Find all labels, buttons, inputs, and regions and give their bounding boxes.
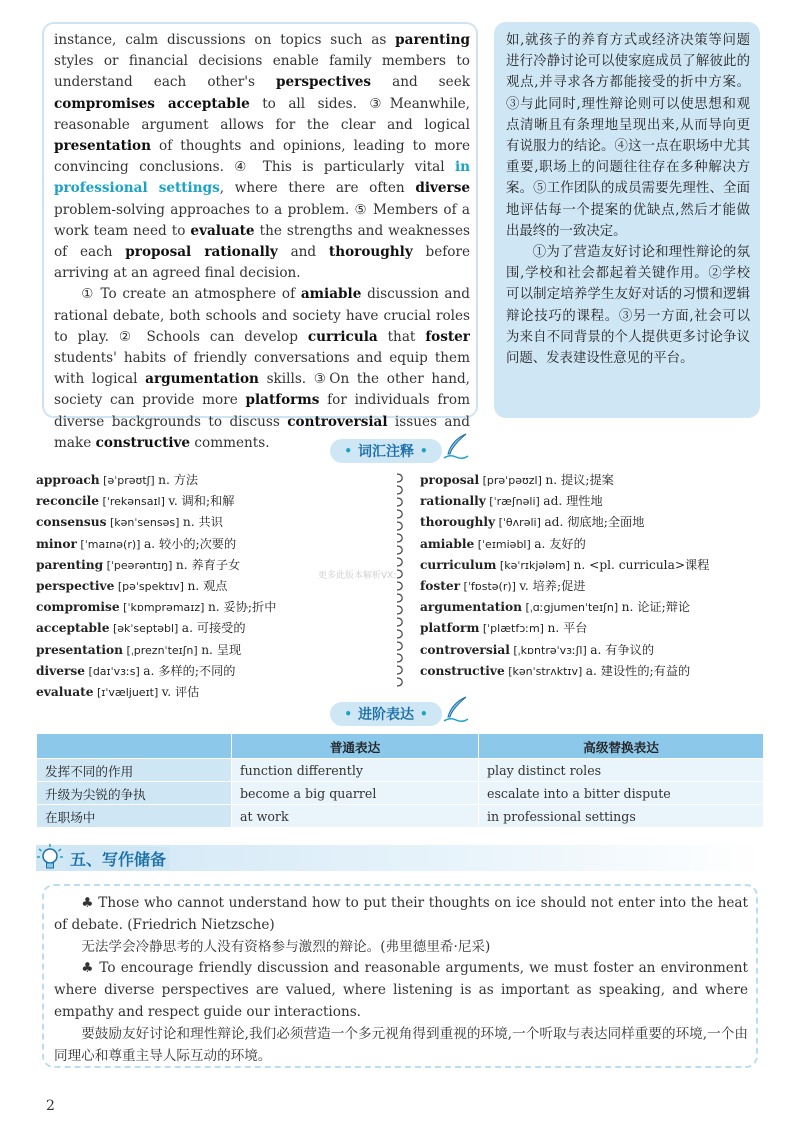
vocab-word: acceptable xyxy=(36,621,110,636)
vocab-word: controversial xyxy=(420,642,510,657)
table-row xyxy=(37,759,764,782)
vocab-phonetic: [əkˈseptəbl] xyxy=(109,622,182,636)
vocab-word: thoroughly xyxy=(420,515,496,530)
table-cell: function differently xyxy=(232,759,479,782)
lightbulb-icon xyxy=(36,843,64,873)
vocab-definition: n. <pl. curricula>课程 xyxy=(573,557,710,572)
vocab-word: diverse xyxy=(36,663,86,678)
passage-text: and seek xyxy=(371,74,470,91)
key-word: controversial xyxy=(287,413,388,430)
vocab-entry xyxy=(420,534,770,555)
vocab-entry xyxy=(420,597,770,618)
vocab-entry xyxy=(36,640,386,661)
table-header-cell: 高级替换表达 xyxy=(479,734,764,759)
vocab-definition: a. 建设性的;有益的 xyxy=(585,663,691,678)
vocab-definition: n. 方法 xyxy=(158,473,199,487)
key-word: diverse xyxy=(415,180,470,197)
vocab-word: rationally xyxy=(420,494,486,509)
key-word: compromises acceptable xyxy=(54,95,250,112)
table-row xyxy=(37,805,764,828)
vocab-phonetic: [kənˈstrʌktɪv] xyxy=(504,664,586,678)
table-row xyxy=(37,782,764,805)
binding-spine xyxy=(394,472,406,690)
vocab-entry xyxy=(420,640,770,661)
passage-text: , where there are often xyxy=(219,180,416,197)
vocab-definition: n. 观点 xyxy=(187,579,228,594)
vocab-phonetic: [ˈplætfɔːm] xyxy=(479,622,548,636)
expression-section-header xyxy=(330,702,442,726)
vocab-phonetic: [ɪˈvæljueɪt] xyxy=(93,686,162,700)
vocab-phonetic: [ˌpreznˈteɪʃn] xyxy=(122,643,202,657)
key-word: foster xyxy=(425,328,470,345)
page-number: 2 xyxy=(46,1098,55,1114)
quote-cn: 无法学会冷静思考的人没有资格参与激烈的辩论。(弗里德里希·尼采) xyxy=(81,938,491,955)
key-word: argumentation xyxy=(145,371,259,388)
vocab-entry xyxy=(36,661,386,682)
vocab-entry xyxy=(36,534,386,555)
vocab-word: argumentation xyxy=(420,600,522,615)
vocab-phonetic: [kəˈrɪkjələm] xyxy=(496,558,574,572)
table-cell: 发挥不同的作用 xyxy=(37,759,232,782)
key-word: evaluate xyxy=(190,222,255,239)
vocab-definition: v. 调和;和解 xyxy=(168,494,235,509)
vocab-list-right xyxy=(420,470,770,682)
vocab-definition: v. 评估 xyxy=(161,685,200,700)
passage-text: the strengths and weaknesses of each xyxy=(54,222,470,261)
passage-text: of thoughts and opinions, leading to more convincing conclusions. ④ This is particularly vital xyxy=(54,138,470,176)
table-header-cell: 普通表达 xyxy=(232,734,479,759)
passage-text: comments. xyxy=(190,434,270,451)
vocab-phonetic: [ˌɑːgjumenˈteɪʃn] xyxy=(522,601,622,615)
vocab-entry xyxy=(420,555,770,576)
quote-en: ♣ Those who cannot understand how to put their thoughts on ice should not enter into the heat of debate. (Friedrich Nietzsche) xyxy=(54,895,748,933)
vocab-definition: ad. 理性地 xyxy=(543,494,603,509)
key-word: platforms xyxy=(245,392,320,409)
passage-text: and xyxy=(277,244,329,261)
key-word: amiable xyxy=(300,286,362,303)
vocab-definition: n. 妥协;折中 xyxy=(207,600,277,615)
english-paragraph-2 xyxy=(54,284,470,454)
vocab-entry xyxy=(420,470,770,491)
vocab-entry xyxy=(36,597,386,618)
vocab-word: amiable xyxy=(420,536,475,551)
vocab-definition: n. 共识 xyxy=(182,515,223,530)
vocab-phonetic: [daɪˈvɜːs] xyxy=(85,664,144,678)
vocab-phonetic: [ˈeɪmiəbl] xyxy=(474,537,535,551)
vocab-entry xyxy=(420,512,770,533)
quill-pen-icon xyxy=(442,695,470,723)
vocab-phonetic: [ˌkɒntrəˈvɜːʃl] xyxy=(509,643,591,657)
vocab-phonetic: [ˈθʌrəli] xyxy=(495,516,545,530)
writing-section-title: 五、写作储备 xyxy=(66,847,170,870)
vocab-definition: a. 多样的;不同的 xyxy=(143,663,236,678)
english-passage xyxy=(54,30,470,454)
vocab-entry xyxy=(420,661,770,682)
vocab-word: presentation xyxy=(36,642,123,657)
expression-section-title: 进阶表达 xyxy=(358,707,414,723)
vocab-phonetic: [ˈræʃnəli] xyxy=(485,495,544,509)
table-cell: 在职场中 xyxy=(37,805,232,828)
vocab-word: platform xyxy=(420,621,480,636)
chinese-paragraph-1: 如,就孩子的养育方式或经济决策等问题进行冷静讨论可以使家庭成员了解彼此的观点,并寻求各方都能接受的折中方案。③与此同时,理性辩论则可以使思想和观点清晰且有条理地呈现出来,从而导向更有说服力的结论。④这一点在职场中尤其重要,职场上的问题往往存在多种解决方案。⑤工作团队的成员需要先理性、全面地评估每一个提案的优缺点,然后才能做出最终的一致决定。 xyxy=(506,33,750,239)
table-cell: become a big quarrel xyxy=(232,782,479,805)
quote-list xyxy=(54,893,748,1067)
passage-text: problem-solving approaches to a problem. ⑤ Members of a work team need to xyxy=(54,201,470,239)
vocab-phonetic: [ˈkɒmprəmaɪz] xyxy=(119,601,208,615)
vocab-word: reconcile xyxy=(36,494,100,509)
key-word: constructive xyxy=(95,434,191,451)
highlighted-phrase: in professional settings xyxy=(54,159,470,197)
vocab-word: evaluate xyxy=(36,685,94,700)
key-word: perspectives xyxy=(276,74,372,91)
passage-text: instance, calm discussions on topics such as xyxy=(54,32,396,48)
vocab-definition: v. 培养;促进 xyxy=(519,579,586,594)
vocab-phonetic: [əˈprəʊtʃ] xyxy=(99,474,159,487)
vocab-entry xyxy=(36,491,386,512)
vocab-definition: ad. 彻底地;全面地 xyxy=(544,515,645,530)
vocab-definition: a. 有争议的 xyxy=(590,642,655,657)
vocab-phonetic: [ˈfɒstə(r)] xyxy=(460,580,520,594)
vocab-entry xyxy=(420,576,770,597)
vocab-entry xyxy=(36,470,386,491)
dot-icon: • xyxy=(344,444,352,458)
vocab-entry xyxy=(36,512,386,533)
passage-text: for individuals from diverse backgrounds to discuss xyxy=(54,392,470,430)
vocab-phonetic: [ˈmaɪnə(r)] xyxy=(76,537,144,551)
vocab-word: foster xyxy=(420,579,461,594)
table-header-row xyxy=(37,734,764,759)
vocab-definition: n. 提议;提案 xyxy=(545,473,614,487)
dot-icon: • xyxy=(420,707,428,721)
vocab-phonetic: [ˈrekənsaɪl] xyxy=(99,495,169,509)
passage-text: students' habits of friendly conversations and equip them with logical xyxy=(54,350,470,388)
vocab-phonetic: [pəˈspektɪv] xyxy=(114,580,188,594)
quote-en: ♣ To encourage friendly discussion and reasonable arguments, we must foster an environment where diverse perspectives are valued, where listening is as important as speaking, and where empathy and respect guide our interactions. xyxy=(54,960,748,1020)
expression-table xyxy=(36,733,764,828)
passage-text: skills. ③On the other hand, society can provide more xyxy=(54,371,470,409)
vocab-list-left xyxy=(36,470,386,703)
vocab-word: consensus xyxy=(36,515,107,530)
table-cell: escalate into a bitter dispute xyxy=(479,782,764,805)
passage-text: discussion and rational debate, both schools and society have crucial roles to play. ② Schools can develop xyxy=(54,286,470,345)
key-word: thoroughly xyxy=(328,244,413,261)
passage-text: styles or financial decisions enable family members to understand each other's xyxy=(54,53,470,91)
table-cell: in professional settings xyxy=(479,805,764,828)
vocab-word: proposal xyxy=(420,473,480,487)
vocab-definition: n. 呈现 xyxy=(201,642,242,657)
vocab-entry xyxy=(420,491,770,512)
table-cell: 升级为尖锐的争执 xyxy=(37,782,232,805)
passage-text: ① To create an atmosphere of xyxy=(81,286,301,303)
table-cell: play distinct roles xyxy=(479,759,764,782)
vocab-phonetic: [prəˈpəʊzl] xyxy=(479,474,546,487)
chinese-translation xyxy=(506,30,750,369)
table-cell: at work xyxy=(232,805,479,828)
passage-text: to all sides. ③Meanwhile, reasonable argument allows for the clear and logical xyxy=(54,95,471,133)
key-word: presentation xyxy=(54,138,151,155)
vocab-section-title: 词汇注释 xyxy=(358,444,414,460)
vocab-definition: n. 论证;辩论 xyxy=(621,600,691,615)
passage-text: that xyxy=(377,328,426,345)
vocab-definition: a. 较小的;次要的 xyxy=(143,536,237,551)
quote-cn: 要鼓励友好讨论和理性辩论,我们必须营造一个多元视角得到重视的环境,一个听取与表达同样重要的环境,一个由同理心和尊重主导人际互动的环境。 xyxy=(54,1025,748,1064)
vocab-word: curriculum xyxy=(420,557,497,572)
dot-icon: • xyxy=(344,707,352,721)
vocab-word: compromise xyxy=(36,600,120,615)
vocab-entry xyxy=(420,618,770,639)
table-header-cell xyxy=(37,734,232,759)
key-word: curricula xyxy=(307,328,378,345)
passage-text: before arriving at an agreed final decision. xyxy=(54,244,470,282)
vocab-word: approach xyxy=(36,473,100,487)
vocab-word: parenting xyxy=(36,557,104,572)
vocab-definition: n. 养育子女 xyxy=(175,557,241,572)
key-word: proposal rationally xyxy=(125,244,278,261)
vocab-definition: a. 友好的 xyxy=(534,536,586,551)
watermark: 更多此版本解析VX: xyxy=(318,571,397,581)
vocab-entry xyxy=(36,618,386,639)
english-paragraph-1 xyxy=(54,30,470,284)
quill-pen-icon xyxy=(442,432,470,460)
vocab-word: constructive xyxy=(420,663,505,678)
dot-icon: • xyxy=(420,444,428,458)
vocab-word: minor xyxy=(36,536,77,551)
vocab-phonetic: [ˈpeərəntɪŋ] xyxy=(103,558,176,572)
vocab-entry xyxy=(36,682,386,703)
chinese-paragraph-2: ①为了营造友好讨论和理性辩论的氛围,学校和社会都起着关键作用。②学校可以制定培养学生友好对话的习惯和逻辑辩论技巧的课程。③另一方面,社会可以为来自不同背景的个人提供更多讨论争议问题、发表建设性意见的平台。 xyxy=(506,245,750,367)
vocab-definition: n. 平台 xyxy=(547,621,588,636)
key-word: parenting xyxy=(395,32,470,48)
vocab-definition: a. 可接受的 xyxy=(181,621,246,636)
passage-text: issues and make xyxy=(54,413,470,451)
vocab-word: perspective xyxy=(36,579,115,594)
vocab-phonetic: [kənˈsensəs] xyxy=(106,516,183,530)
vocab-section-header xyxy=(330,439,442,463)
